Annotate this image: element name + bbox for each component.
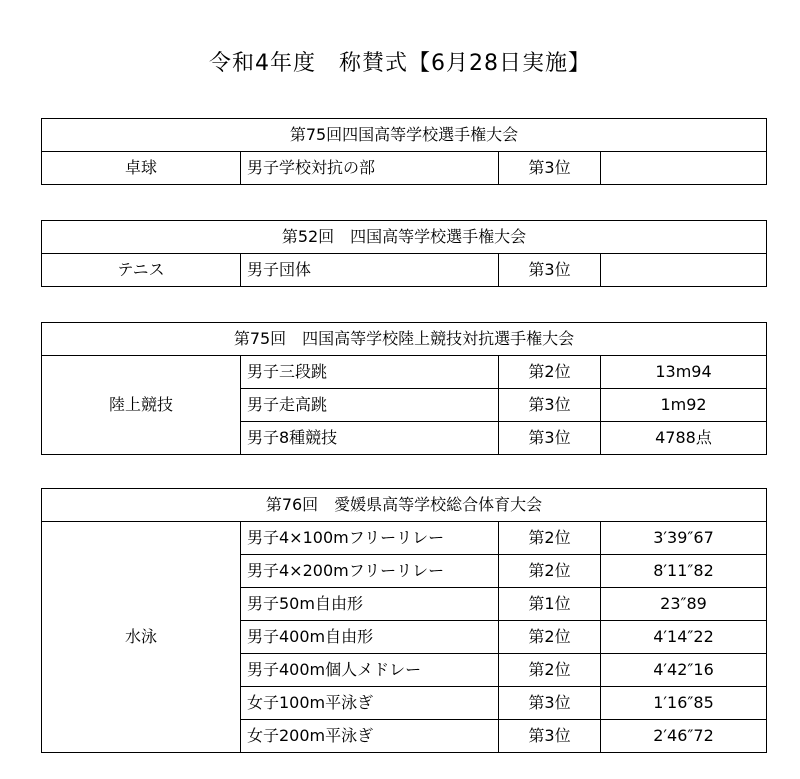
table-heading-row [42, 323, 767, 356]
event-cell: 男子400m個人メドレー [241, 654, 499, 687]
record-cell: 2′46″72 [601, 720, 767, 753]
page-title: 令和4年度 称賛式【6月28日実施】 [209, 51, 591, 76]
record-cell: 23″89 [601, 588, 767, 621]
rank-cell: 第2位 [499, 356, 601, 389]
award-table-table-tennis [41, 118, 767, 185]
sport-cell: 陸上競技 [42, 356, 241, 455]
event-cell: 女子100m平泳ぎ [241, 687, 499, 720]
event-cell: 男子三段跳 [241, 356, 499, 389]
rank-cell: 第3位 [499, 389, 601, 422]
record-cell: 1m92 [601, 389, 767, 422]
event-cell: 男子学校対抗の部 [241, 152, 499, 185]
rank-cell: 第3位 [499, 720, 601, 753]
table-row [42, 356, 767, 389]
rank-cell: 第2位 [499, 555, 601, 588]
event-cell: 男子4×200mフリーリレー [241, 555, 499, 588]
rank-cell: 第3位 [499, 687, 601, 720]
award-table-athletics [41, 322, 767, 455]
record-cell: 4788点 [601, 422, 767, 455]
record-cell: 1′16″85 [601, 687, 767, 720]
competition-heading: 第76回 愛媛県高等学校総合体育大会 [42, 489, 767, 522]
table-row [42, 152, 767, 185]
event-cell: 男子4×100mフリーリレー [241, 522, 499, 555]
rank-cell: 第3位 [499, 254, 601, 287]
rank-cell: 第1位 [499, 588, 601, 621]
sport-cell: テニス [42, 254, 241, 287]
event-cell: 男子50m自由形 [241, 588, 499, 621]
event-cell: 男子団体 [241, 254, 499, 287]
rank-cell: 第2位 [499, 654, 601, 687]
record-cell: 4′14″22 [601, 621, 767, 654]
rank-cell: 第3位 [499, 152, 601, 185]
sport-cell: 卓球 [42, 152, 241, 185]
event-cell: 男子走高跳 [241, 389, 499, 422]
competition-heading: 第75回 四国高等学校陸上競技対抗選手権大会 [42, 323, 767, 356]
table-heading-row [42, 221, 767, 254]
table-heading-row [42, 489, 767, 522]
record-cell: 8′11″82 [601, 555, 767, 588]
record-cell: 13m94 [601, 356, 767, 389]
record-cell [601, 254, 767, 287]
competition-heading: 第75回四国高等学校選手権大会 [42, 119, 767, 152]
event-cell: 女子200m平泳ぎ [241, 720, 499, 753]
rank-cell: 第3位 [499, 422, 601, 455]
award-table-tennis [41, 220, 767, 287]
rank-cell: 第2位 [499, 522, 601, 555]
sport-cell: 水泳 [42, 522, 241, 753]
table-row [42, 254, 767, 287]
event-cell: 男子400m自由形 [241, 621, 499, 654]
rank-cell: 第2位 [499, 621, 601, 654]
award-table-swimming [41, 488, 767, 753]
competition-heading: 第52回 四国高等学校選手権大会 [42, 221, 767, 254]
record-cell [601, 152, 767, 185]
table-row [42, 522, 767, 555]
event-cell: 男子8種競技 [241, 422, 499, 455]
table-heading-row [42, 119, 767, 152]
record-cell: 4′42″16 [601, 654, 767, 687]
record-cell: 3′39″67 [601, 522, 767, 555]
